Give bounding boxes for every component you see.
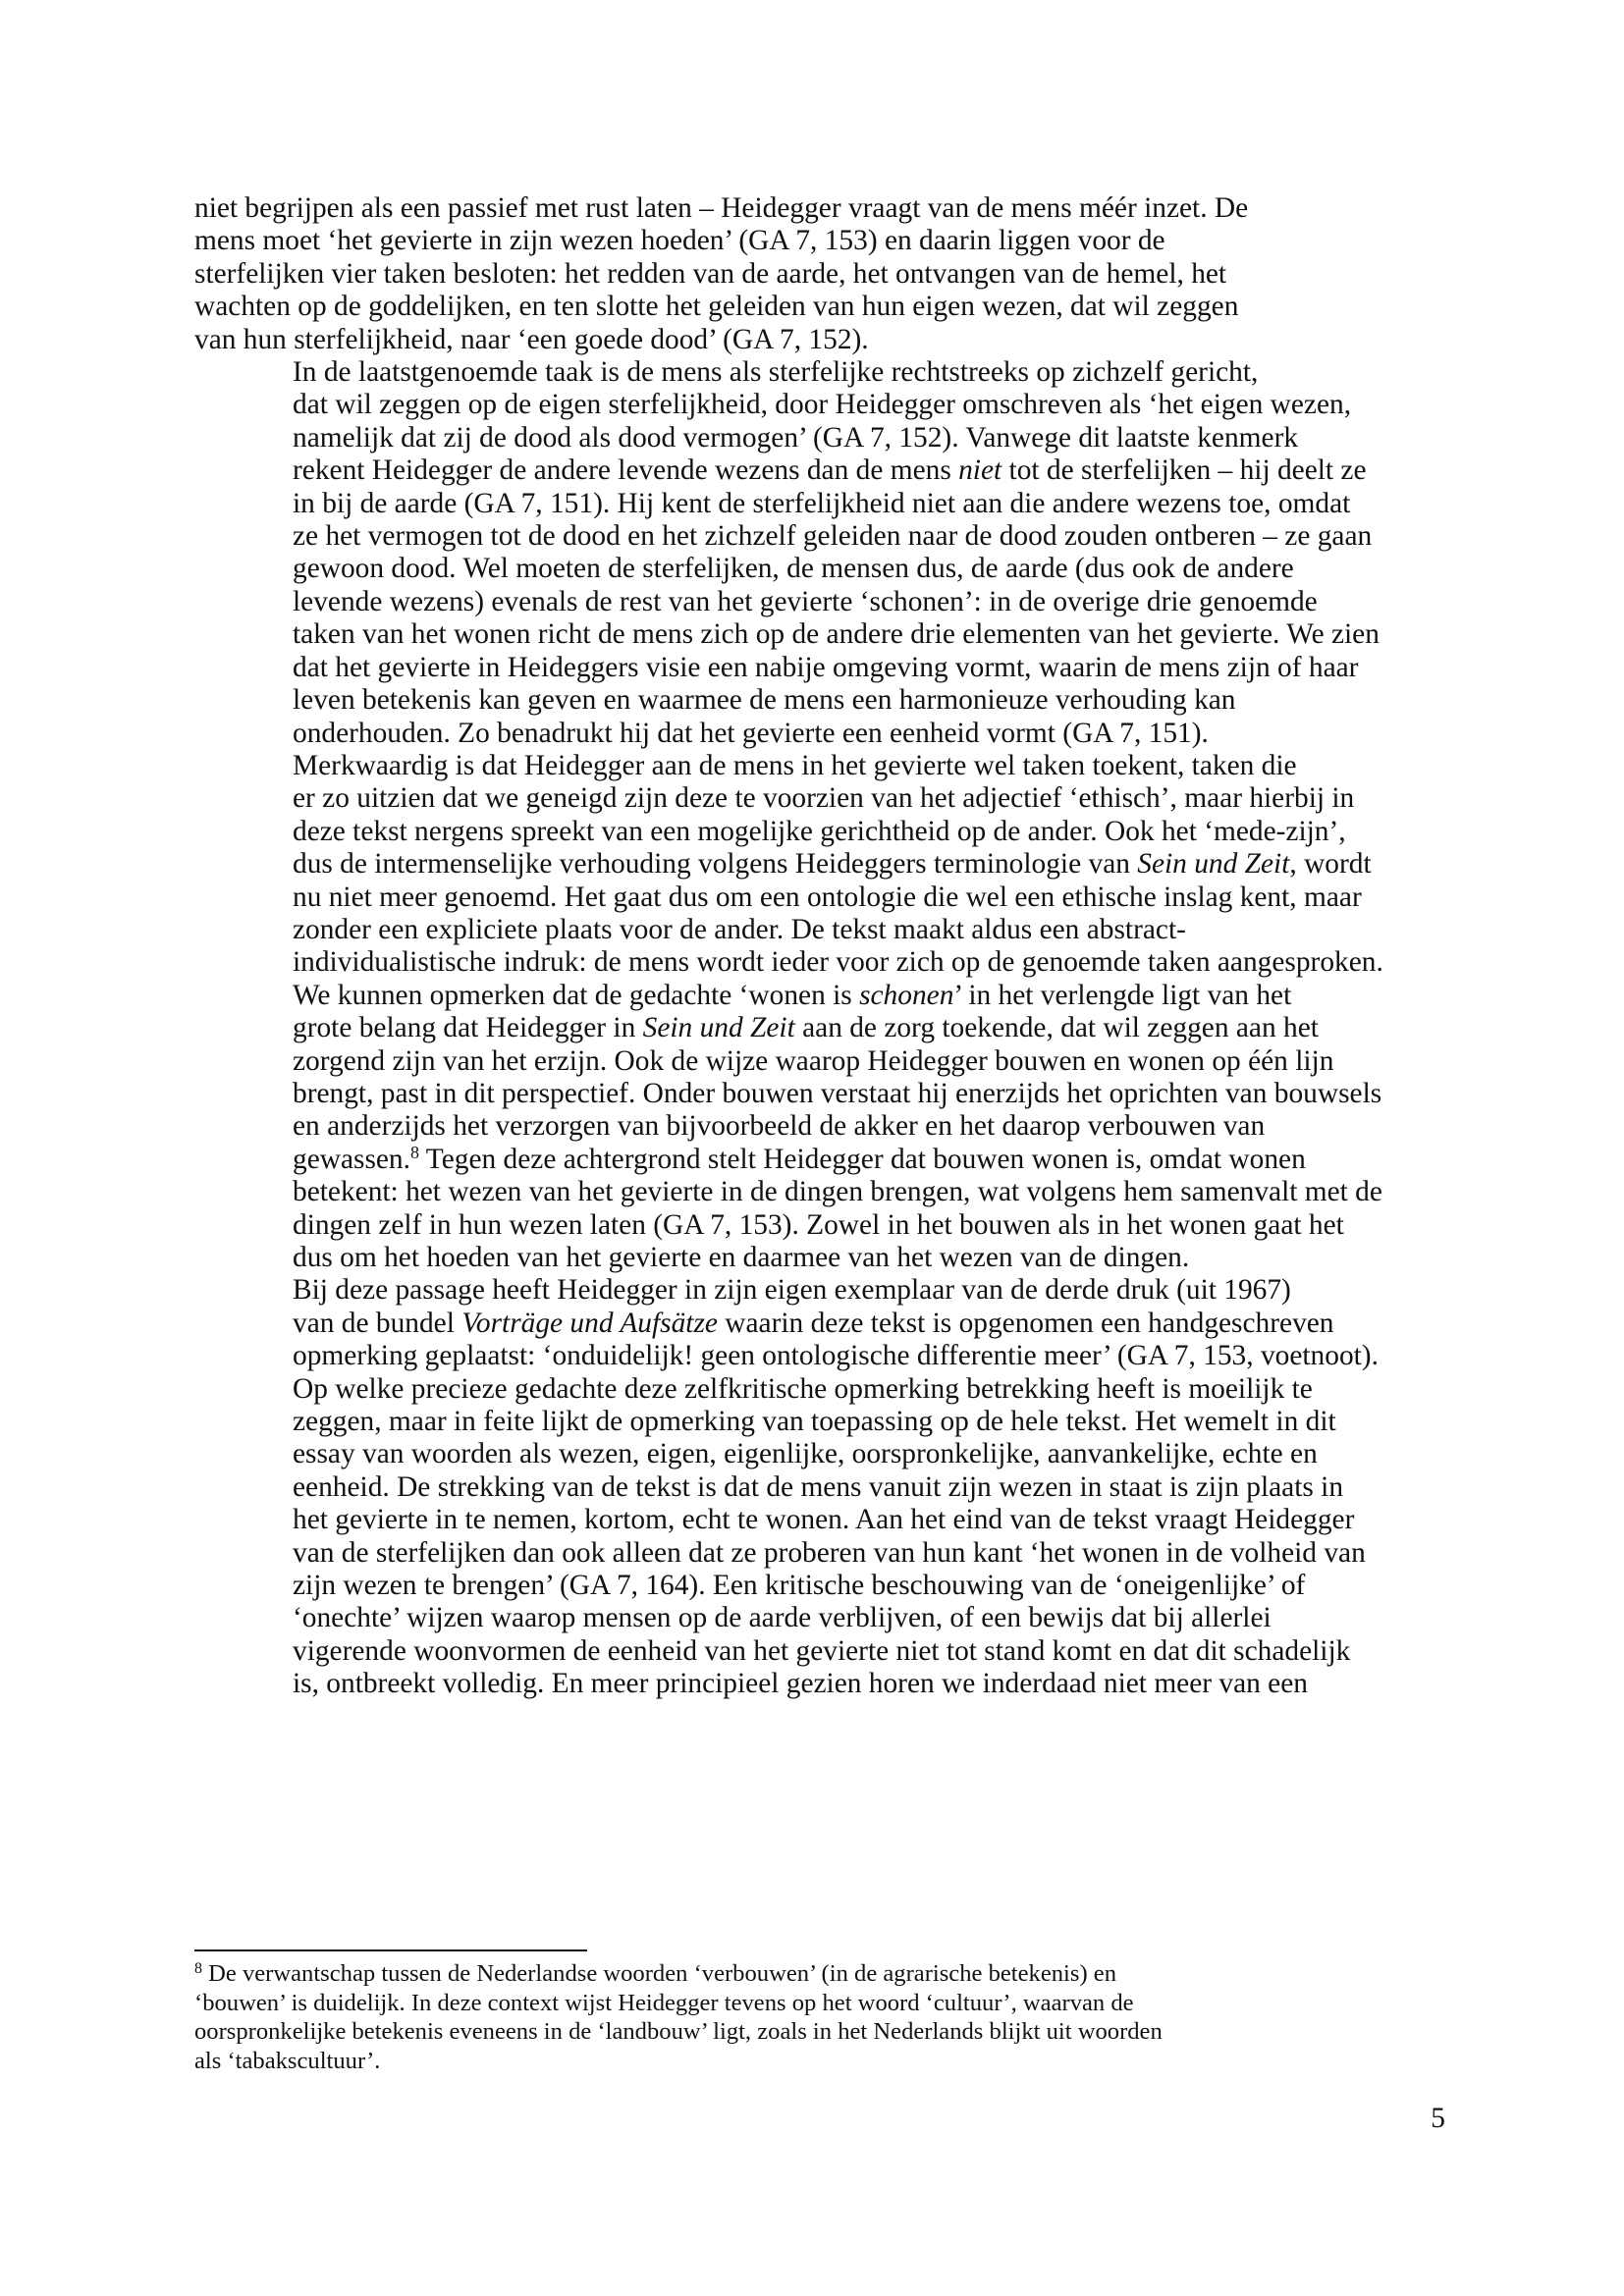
text-line: van de sterfelijken dan ook alleen dat ze proberen van hun kant ‘het wonen in de volheid van: [293, 1536, 1366, 1569]
text-line: opmerking geplaatst: ‘onduidelijk! geen ontologische differentie meer’ (GA 7, 153, voetnoot).: [293, 1340, 1379, 1372]
text-line: er zo uitzien dat we geneigd zijn deze te voorzien van het adjectief ‘ethisch’, maar hierbij in: [293, 782, 1355, 815]
text-line: is, ontbreekt volledig. En meer principieel gezien horen we inderdaad niet meer van een: [293, 1668, 1308, 1700]
text-line: brengt, past in dit perspectief. Onder bouwen verstaat hij enerzijds het oprichten van bouwsels: [293, 1077, 1382, 1109]
text-line: sterfelijken vier taken besloten: het redden van de aarde, het ontvangen van de hemel, het: [194, 257, 1227, 290]
text-line: Merkwaardig is dat Heidegger aan de mens in het gevierte wel taken toekent, taken die: [293, 749, 1297, 781]
text-line: essay van woorden als wezen, eigen, eigenlijke, oorspronkelijke, aanvankelijke, echte en: [293, 1438, 1318, 1470]
text-line: nu niet meer genoemd. Het gaat dus om een ontologie die wel een ethische inslag kent, maar: [293, 881, 1362, 913]
text-line: individualistische indruk: de mens wordt ieder voor zich op de genoemde taken aangesproken.: [293, 946, 1383, 979]
italic-text: schonen: [859, 979, 954, 1011]
text-line: eenheid. De strekking van de tekst is dat de mens vanuit zijn wezen in staat is zijn plaats in: [293, 1470, 1344, 1503]
text-line: betekent: het wezen van het gevierte in de dingen brengen, wat volgens hem samenvalt met de: [293, 1176, 1382, 1208]
text-line: Bij deze passage heeft Heidegger in zijn eigen exemplaar van de derde druk (uit 1967): [293, 1274, 1291, 1307]
text-line: en anderzijds het verzorgen van bijvoorbeeld de akker en het daarop verbouwen van: [293, 1110, 1266, 1143]
text-line: ze het vermogen tot de dood en het zichzelf geleiden naar de dood zouden ontberen – ze gaan: [293, 520, 1373, 553]
text-line: zorgend zijn van het erzijn. Ook de wijze waarop Heidegger bouwen en wonen op één lijn: [293, 1044, 1334, 1077]
text-line: gewoon dood. Wel moeten de sterfelijken, de mensen dus, de aarde (dus ook de andere: [293, 553, 1294, 585]
text-line: van hun sterfelijkheid, naar ‘een goede dood’ (GA 7, 152).: [194, 323, 869, 355]
text-line: taken van het wonen richt de mens zich op de andere drie elementen van het gevierte. We zien: [293, 618, 1380, 651]
text-line: grote belang dat Heidegger in Sein und Zeit aan de zorg toekende, dat wil zeggen aan het: [293, 1012, 1319, 1044]
italic-text: Sein und Zeit: [1137, 848, 1290, 881]
page-number: 5: [1431, 2103, 1445, 2134]
text-line: vigerende woonvormen de eenheid van het gevierte niet tot stand komt en dat dit schadelijk: [293, 1634, 1351, 1667]
text-line: deze tekst nergens spreekt van een mogelijke gerichtheid op de ander. Ook het ‘mede-zijn’,: [293, 815, 1346, 847]
text-line: We kunnen opmerken dat de gedachte ‘wonen is schonen’ in het verlengde ligt van het: [293, 979, 1292, 1011]
italic-text: niet: [958, 454, 1002, 487]
text-line: rekent Heidegger de andere levende wezens dan de mens niet tot de sterfelijken – hij deelt ze: [293, 454, 1367, 487]
body-text: [194, 192, 1443, 1701]
text-line: in bij de aarde (GA 7, 151). Hij kent de sterfelijkheid niet aan die andere wezens toe, omdat: [293, 487, 1351, 519]
paragraph: [194, 750, 1443, 980]
text-line: dat het gevierte in Heideggers visie een nabije omgeving vormt, waarin de mens zijn of haar: [293, 651, 1359, 683]
italic-text: Sein und Zeit: [642, 1012, 795, 1044]
text-line: niet begrijpen als een passief met rust laten – Heidegger vraagt van de mens méér inzet. De: [194, 192, 1249, 224]
text-line: levende wezens) evenals de rest van het gevierte ‘schonen’: in de overige drie genoemde: [293, 585, 1318, 617]
text-line: zonder een expliciete plaats voor de ander. De tekst maakt aldus een abstract-: [293, 913, 1186, 945]
text-line: dat wil zeggen op de eigen sterfelijkheid, door Heidegger omschreven als ‘het eigen wezen,: [293, 389, 1352, 421]
text-line: namelijk dat zij de dood als dood vermogen’ (GA 7, 152). Vanwege dit laatste kenmerk: [293, 421, 1299, 454]
text-line: dus om het hoeden van het gevierte en daarmee van het wezen van de dingen.: [293, 1242, 1190, 1273]
footnote-line: als ‘tabakscultuur’.: [194, 2047, 381, 2074]
footnote-line: ‘bouwen’ is duidelijk. In deze context wijst Heidegger tevens op het woord ‘cultuur’, waarvan de: [194, 1989, 1134, 2016]
text-line: van de bundel Vorträge und Aufsätze waarin deze tekst is opgenomen een handgeschreven: [293, 1307, 1334, 1339]
paragraph: [194, 1274, 1443, 1700]
footnotes: [194, 1959, 1443, 2075]
text-line: In de laatstgenoemde taak is de mens als sterfelijke rechtstreeks op zichzelf gericht,: [293, 356, 1259, 389]
text-line: wachten op de goddelijken, en ten slotte het geleiden van hun eigen wezen, dat wil zeggen: [194, 291, 1239, 323]
paragraph: [194, 980, 1443, 1275]
footnote-line: oorspronkelijke betekenis eveneens in de ‘landbouw’ ligt, zoals in het Nederlands blijkt uit woorden: [194, 2018, 1163, 2045]
footnote-divider: [194, 1949, 587, 1951]
text-line: Op welke precieze gedachte deze zelfkritische opmerking betrekking heeft is moeilijk te: [293, 1372, 1313, 1405]
paragraph: [194, 356, 1443, 750]
text-line: mens moet ‘het gevierte in zijn wezen hoeden’ (GA 7, 153) en daarin liggen voor de: [194, 225, 1165, 257]
footnote: [194, 1959, 1443, 2075]
text-line: dingen zelf in hun wezen laten (GA 7, 153). Zowel in het bouwen als in het wonen gaat het: [293, 1208, 1344, 1241]
footnote-line: $^8$ De verwantschap tussen de Nederlandse woorden ‘verbouwen’ (in de agrarische betekenis) en: [194, 1960, 1116, 1987]
paragraph: [194, 192, 1443, 356]
text-line: gewassen.$^8$ Tegen deze achtergrond stelt Heidegger dat bouwen wonen is, omdat wonen: [293, 1142, 1306, 1175]
footnote-ref: 8: [409, 1142, 419, 1162]
text-line: zijn wezen te brengen’ (GA 7, 164). Een kritische beschouwing van de ‘oneigenlijke’ of: [293, 1570, 1306, 1602]
italic-text: Vorträge und Aufsätze: [461, 1307, 718, 1339]
text-line: het gevierte in te nemen, kortom, echt te wonen. Aan het eind van de tekst vraagt Heidegger: [293, 1504, 1355, 1536]
text-line: dus de intermenselijke verhouding volgens Heideggers terminologie van Sein und Zeit, wordt: [293, 848, 1372, 881]
text-line: onderhouden. Zo benadrukt hij dat het gevierte een eenheid vormt (GA 7, 151).: [293, 717, 1209, 749]
text-line: ‘onechte’ wijzen waarop mensen op de aarde verblijven, of een bewijs dat bij allerlei: [293, 1602, 1272, 1634]
text-line: leven betekenis kan geven en waarmee de mens een harmonieuze verhouding kan: [293, 684, 1236, 717]
footnote-ref: 8: [194, 1960, 202, 1977]
text-line: zeggen, maar in feite lijkt de opmerking van toepassing op de hele tekst. Het wemelt in dit: [293, 1406, 1336, 1438]
